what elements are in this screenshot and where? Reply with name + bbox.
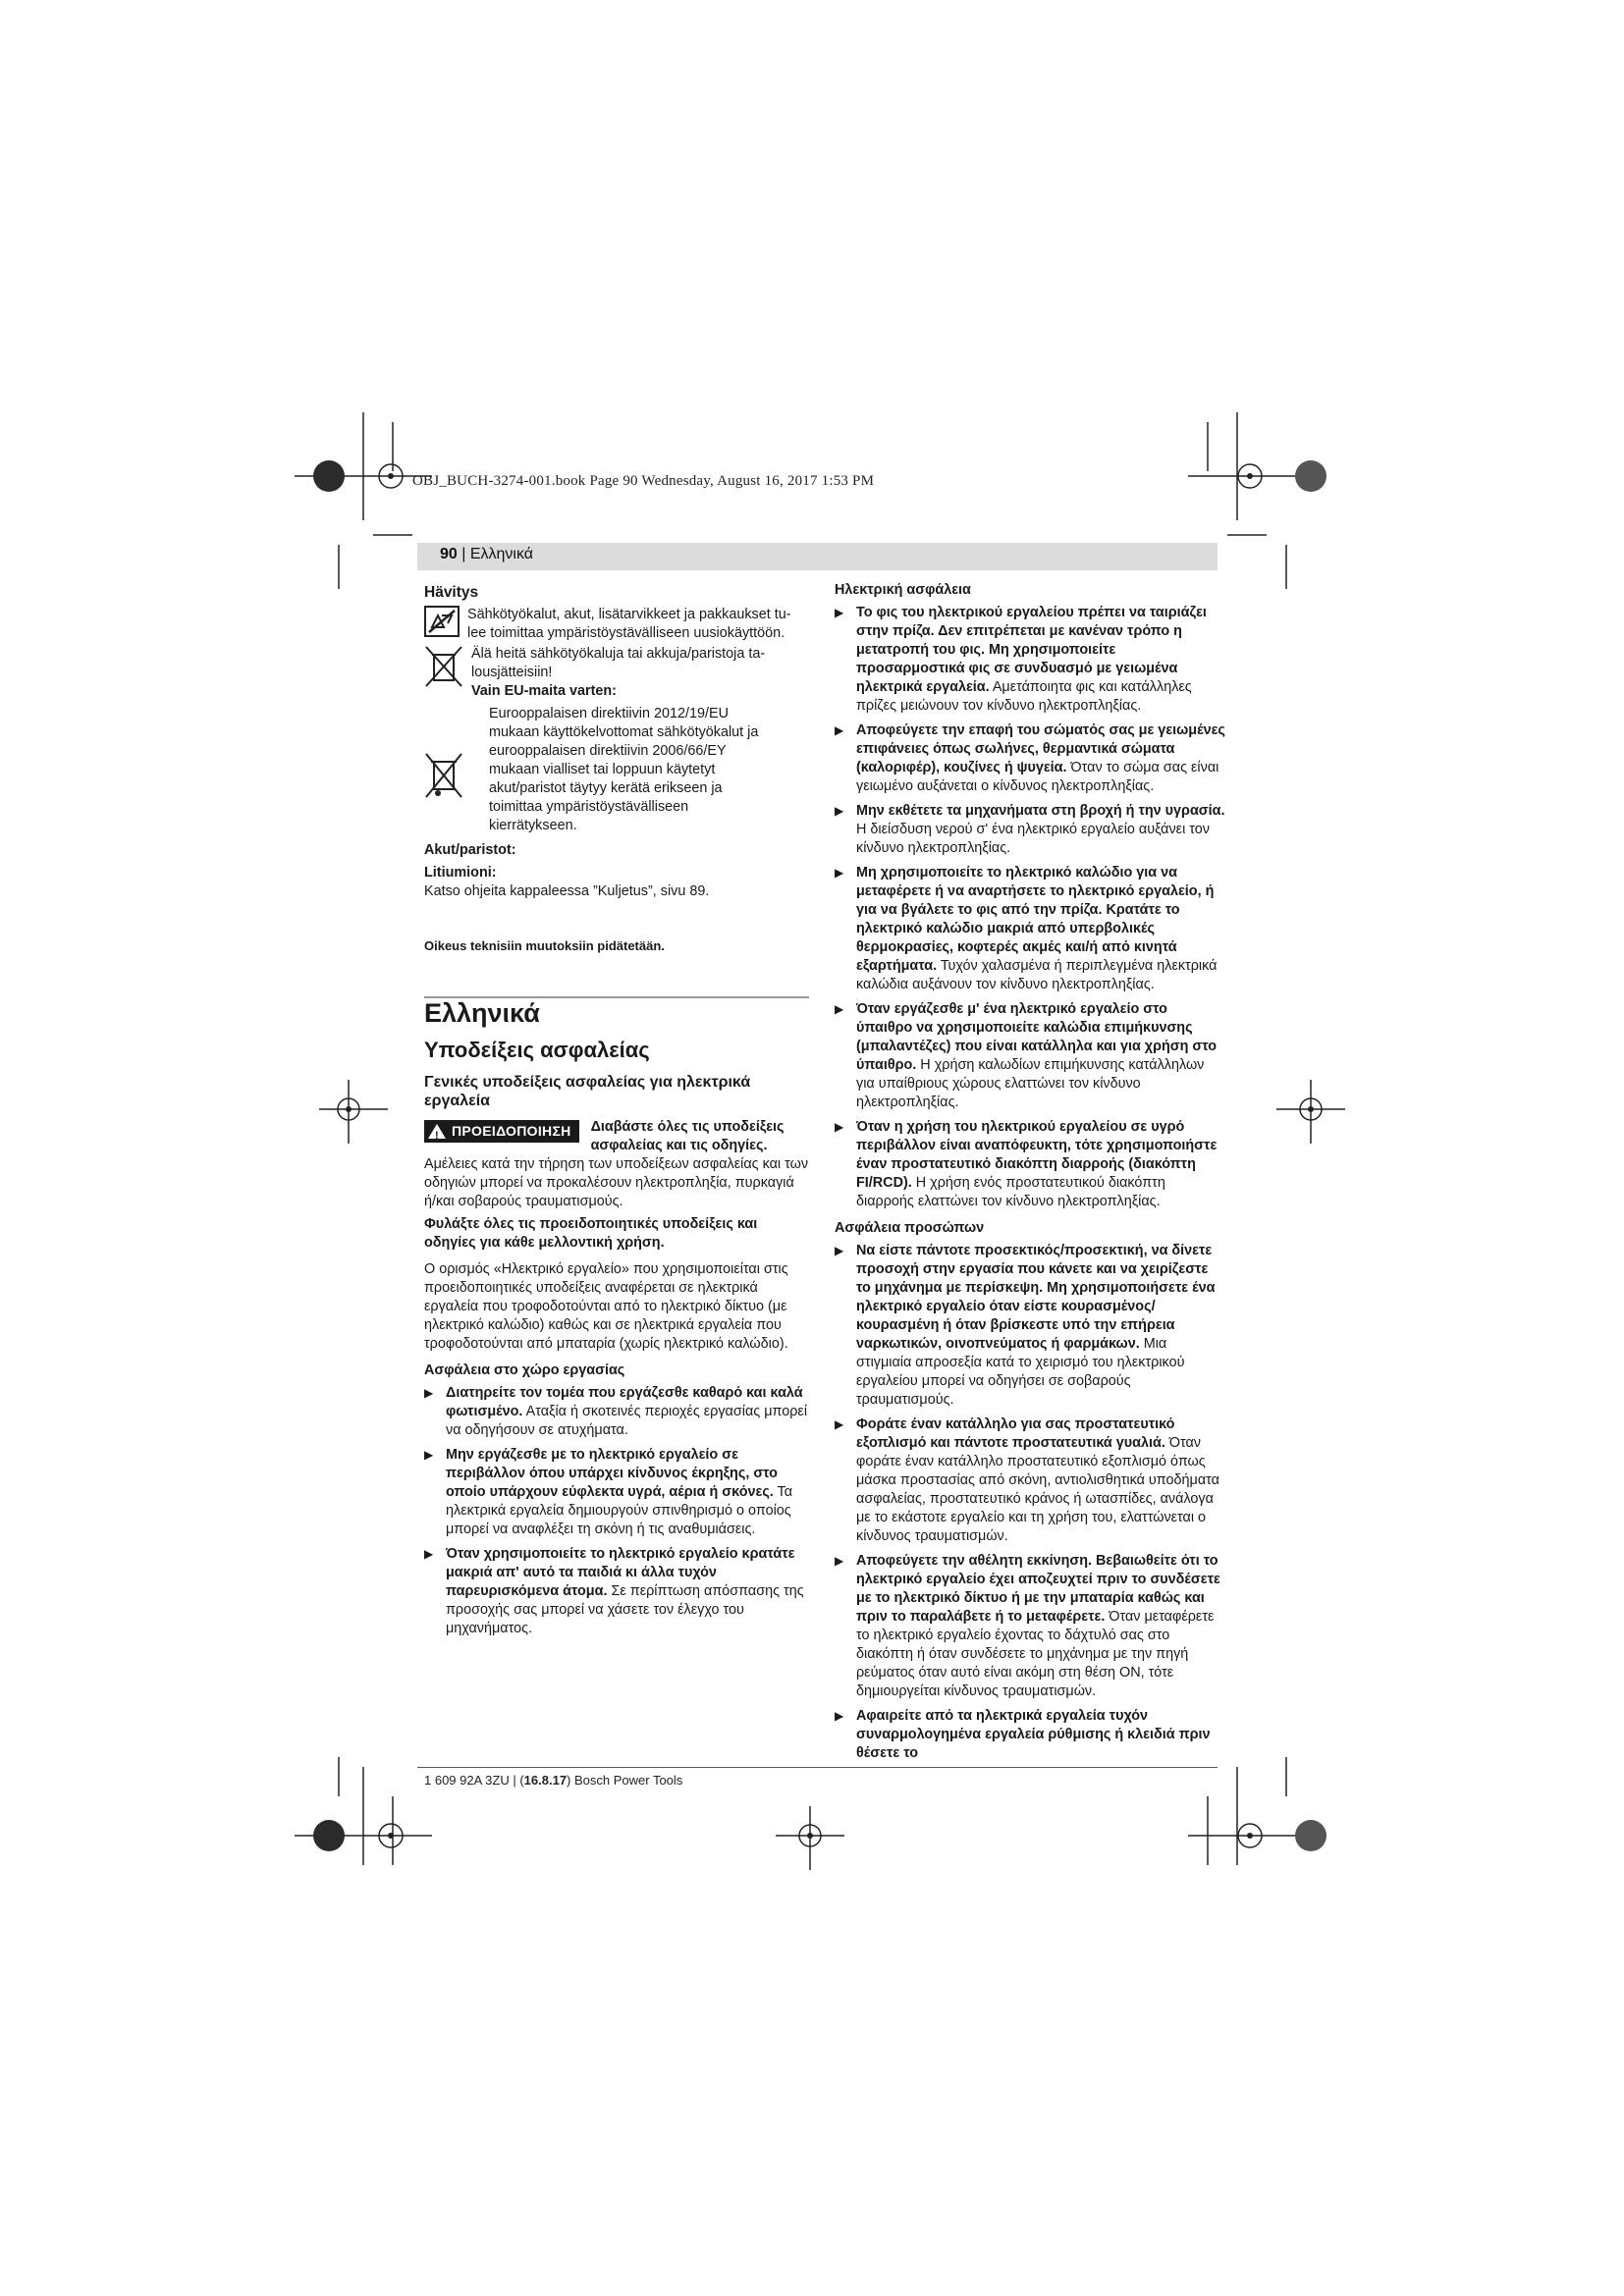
personal-list (835, 1242, 1225, 1763)
list-item: ▶ Αποφεύγετε την επαφή του σώματός σας με γειωμένες επιφάνειες όπως σωλήνες, θερμαντικά σώματα (καλοριφέρ), κουζίνες ή ψυγεία. Όταν το σώμα σας είναι γειωμένο αυξάνεται ο κίνδυνος ηλεκτροπληξίας. (835, 722, 1225, 794)
directive-block (424, 705, 809, 835)
katso-text: Katso ohjeita kappaleessa ”Kuljetus”, sivu 89. (424, 883, 710, 899)
list-item: ▶ Να είστε πάντοτε προσεκτικός/προσεκτική, να δίνετε προσοχή στην εργασία που κάνετε και να χειρίζεστε το μηχάνημα με περίσκεψη. Μη χρησιμοποιήσετε ένα ηλεκτρικό εργαλείο όταν είστε κουρασμένος/κουρασμένη ή όταν βρίσκεστε υπό την επήρεια ναρκωτικών, οινοπνεύματος ή φαρμάκων. Μια στιγμιαία απροσεξία κατά το χειρισμό του ηλεκτρικού εργαλείου μπορεί να οδηγήσει σε σοβαρούς τραυματισμούς. (835, 1243, 1216, 1408)
footer-rule (417, 1767, 1218, 1768)
definition-text: Ο ορισμός «Ηλεκτρικό εργαλείο» που χρησιμοποιείται στις προειδοποιητικές υποδείξεις αναφέρεται σε ηλεκτρικά εργαλεία που τροφοδοτούνται από το ηλεκτρικό δίκτυο (με ηλεκτρικό καλώδιο) καθώς και σε ηλεκτρικά εργαλεία που τροφοδοτούνται από μπαταρία (χωρίς ηλεκτρικό καλώδιο). (424, 1261, 788, 1352)
warning-bold: Διαβάστε όλες τις υποδείξεις ασφαλείας και τις οδηγίες. (590, 1119, 785, 1153)
left-column (424, 581, 809, 1644)
list-item: ▶ Μην εργάζεσθε με το ηλεκτρικό εργαλείο σε περιβάλλον όπου υπάρχει κίνδυνος έκρηξης, στο οποίο υπάρχουν εύφλεκτα υγρά, αέρια ή σκόνες. Τα ηλεκτρικά εργαλεία δημιουργούν σπινθηρισμό ο οποίος μπορεί να αναφλέξει τη σκόνη ή τις αναθυμιάσεις. (424, 1447, 793, 1537)
list-item: ▶ Όταν χρησιμοποιείτε το ηλεκτρικό εργαλείο κρατάτε μακριά απ' αυτό τα παιδιά κι άλλα τυχόν παρευρισκόμενα άτομα. Σε περίπτωση απόσπασης της προσοχής σας μπορεί να χάσετε τον έλεγχο του μηχανήματος. (424, 1546, 804, 1636)
directive-text: Eurooppalaisen direktiivin 2012/19/EU mukaan käyttökelvottomat sähkötyökalut ja eurooppalaisen direktiivin 2006/66/EY mukaan vialliset tai loppuun käytetyt akut/paristot täytyy kerätä erikseen ja toimittaa ympäristöystävälliseen kierrätykseen. (489, 706, 759, 833)
general-safety-title: Γενικές υποδείξεις ασφαλείας για ηλεκτρικά εργαλεία (424, 1074, 751, 1109)
keep-instructions: Φυλάξτε όλες τις προειδοποιητικές υποδείξεις και οδηγίες για κάθε μελλοντική χρήση. (424, 1216, 758, 1251)
page-number: 90 (440, 546, 458, 562)
recycle-row (424, 606, 809, 643)
footer-brand: ) Bosch Power Tools (567, 1773, 683, 1788)
list-item: ▶ Αφαιρείτε από τα ηλεκτρικά εργαλεία τυχόν συναρμολογημένα εργαλεία ρύθμισης ή κλειδιά πριν θέσετε το (835, 1708, 1211, 1761)
weee-bin-icon (424, 752, 463, 835)
personal-heading: Ασφάλεια προσώπων (835, 1220, 985, 1236)
list-item: ▶ Διατηρείτε τον τομέα που εργάζεσθε καθαρό και καλά φωτισμένο. Αταξία ή σκοτεινές περιοχές εργασίας μπορεί να οδηγήσουν σε ατυχήματα. (424, 1385, 808, 1438)
list-item: ▶ Μην εκθέτετε τα μηχανήματα στη βροχή ή την υγρασία. Η διείσδυση νερού σ' ένα ηλεκτρικό εργαλείο αυξάνει τον κίνδυνο ηλεκτροπληξίας. (835, 803, 1225, 856)
electrical-heading: Ηλεκτρική ασφάλεια (835, 582, 971, 598)
list-item: ▶ Φοράτε έναν κατάλληλο για σας προστατευτικό εξοπλισμό και πάντοτε προστατευτικά γυαλιά. Όταν φοράτε έναν κατάλληλο προστατευτικό εξοπλισμό όπως μάσκα προστασίας από σκόνη, αντιολισθητικά υποδήματα ασφαλείας, προστατευτικό κράνος ή ωτασπίδες, ανάλογα με το εκάστοτε εργαλείο και τη χρήση του, ελαττώνεται ο κίνδυνος τραυματισμών. (835, 1416, 1219, 1544)
warning-text: Αμέλειες κατά την τήρηση των υποδείξεων ασφαλείας και των οδηγιών μπορεί να προκαλέσουν ηλεκτροπληξία, πυρκαγιά ή/και σοβαρούς τραυματισμούς. (424, 1156, 809, 1209)
right-column (835, 581, 1225, 1769)
list-item: ▶ Μη χρησιμοποιείτε το ηλεκτρικό καλώδιο για να μεταφέρετε ή να αναρτήσετε το ηλεκτρικό εργαλείο, ή για να βγάλετε το φις από την πρίζα. Κρατάτε το ηλεκτρικό καλώδιο μακριά από υπερβολικές θερμοκρασίες, κοφτερές ακμές και/ή από κινητά εξαρτήματα. Τυχόν χαλασμένα ή περιπλεγμένα ηλεκτρικά καλώδια αυξάνουν τον κίνδυνο ηλεκτροπληξίας. (835, 865, 1218, 992)
havitys-heading: Hävitys (424, 584, 479, 601)
crossed-bin-icon (424, 645, 463, 694)
list-item: ▶ Το φις του ηλεκτρικού εργαλείου πρέπει να ταιριάζει στην πρίζα. Δεν επιτρέπεται με κανέναν τρόπο η μετατροπή του φις. Μη χρησιμοποιείτε προσαρμοστικά φις σε συνδυασμό με γειωμένα ηλεκτρικά εργαλεία. Αμετάποιητα φις και κατάλληλες πρίζες μειώνουν τον κίνδυνο ηλεκτροπληξίας. (835, 605, 1207, 714)
header-language: Ελληνικά (469, 546, 534, 562)
dont-throw-text: Älä heitä sähkötyökaluja tai akkuja/paristoja ta-lousjätteisiin! (471, 646, 766, 680)
list-item: ▶ Αποφεύγετε την αθέλητη εκκίνηση. Βεβαιωθείτε ότι το ηλεκτρικό εργαλείο έχει αποζευχτεί πριν το συνδέσετε με το ηλεκτρικό δίκτυο ή με την μπαταρία καθώς και πριν το παραλάβετε ή το μεταφέρετε. Όταν μεταφέρετε το ηλεκτρικό εργαλείο έχοντας το δάχτυλό σας στο διακόπτη ή όταν συνδέσετε το μηχάνημα με την πηγή ρεύματος όταν αυτό είναι ακόμη στη θέση ON, τότε δημιουργείται κίνδυνος τραυματισμών. (835, 1553, 1220, 1699)
footer-code: 1 609 92A 3ZU | ( (424, 1773, 524, 1788)
workplace-heading: Ασφάλεια στο χώρο εργασίας (424, 1362, 625, 1378)
battery-disposal-row (424, 645, 809, 701)
page-header (440, 546, 533, 563)
page-header-bar (417, 543, 1218, 570)
eu-only-heading: Vain EU-maita varten: (471, 683, 617, 699)
header-separator: | (457, 546, 470, 562)
safety-title: Υποδείξεις ασφαλείας (424, 1038, 650, 1062)
akut-heading: Akut/paristot: (424, 842, 516, 858)
electrical-list (835, 604, 1225, 1211)
recycle-text: Sähkötyökalut, akut, lisätarvikkeet ja pakkaukset tu-lee toimittaa ympäristöystävälliseen uusiokäyttöön. (467, 607, 791, 641)
warning-block (424, 1118, 809, 1211)
warning-badge (424, 1120, 579, 1143)
recycle-icon (424, 606, 460, 643)
warning-label: ΠΡΟΕΙΔΟΠΟΙΗΣΗ (452, 1123, 571, 1139)
oikeus-text: Oikeus teknisiin muutoksiin pidätetään. (424, 938, 665, 953)
footer-date: 16.8.17 (523, 1773, 568, 1788)
page-footer (424, 1773, 682, 1788)
workplace-list (424, 1384, 809, 1638)
list-item: ▶ Όταν η χρήση του ηλεκτρικού εργαλείου σε υγρό περιβάλλον είναι αναπόφευκτη, τότε χρησιμοποιήστε έναν προστατευτικό διακόπτη διαρροής (διακόπτη FI/RCD). Η χρήση ενός προστατευτικού διακόπτη διαρροής ελαττώνει τον κίνδυνο ηλεκτροπληξίας. (835, 1119, 1218, 1209)
warning-triangle-icon: ! (428, 1124, 446, 1139)
litium-heading: Litiumioni: (424, 865, 497, 881)
print-slug: OBJ_BUCH-3274-001.book Page 90 Wednesday, August 16, 2017 1:53 PM (412, 473, 875, 489)
greek-section-title: Ελληνικά (424, 998, 540, 1028)
list-item: ▶ Όταν εργάζεσθε μ' ένα ηλεκτρικό εργαλείο στο ύπαιθρο να χρησιμοποιείτε καλώδια επιμήκυνσης (μπαλαντέζες) που είναι κατάλληλα και για χρήση στο ύπαιθρο. Η χρήση καλωδίων επιμήκυνσης κατάλληλων για υπαίθριους χώρους ελαττώνει τον κίνδυνο ηλεκτροπληξίας. (835, 1001, 1218, 1110)
